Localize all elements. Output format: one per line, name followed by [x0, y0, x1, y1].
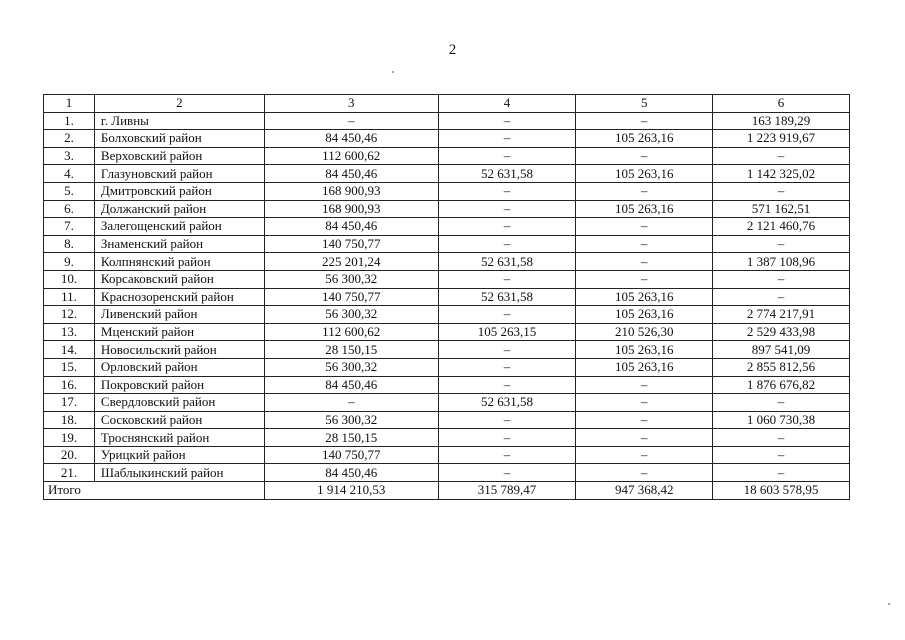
value-cell: –	[713, 464, 850, 482]
table-body	[44, 95, 850, 500]
value-cell: –	[438, 182, 576, 200]
district-name-cell: Шаблыкинский район	[94, 464, 264, 482]
header-cell: 4	[438, 95, 576, 113]
table-row	[44, 165, 850, 183]
table-row	[44, 253, 850, 271]
row-number-cell: 3.	[44, 147, 95, 165]
value-cell: 56 300,32	[264, 358, 438, 376]
row-number-cell: 20.	[44, 446, 95, 464]
value-cell: –	[438, 376, 576, 394]
page-number: 2	[448, 42, 457, 58]
row-number-cell: 13.	[44, 323, 95, 341]
row-number-cell: 19.	[44, 429, 95, 447]
district-name-cell: Верховский район	[94, 147, 264, 165]
table-row	[44, 429, 850, 447]
value-cell: –	[713, 288, 850, 306]
value-cell: 1 060 730,38	[713, 411, 850, 429]
value-cell: –	[576, 411, 713, 429]
value-cell: 140 750,77	[264, 288, 438, 306]
row-number-cell: 8.	[44, 235, 95, 253]
value-cell: –	[576, 376, 713, 394]
header-cell: 6	[713, 95, 850, 113]
value-cell: 168 900,93	[264, 182, 438, 200]
value-cell: –	[576, 182, 713, 200]
value-cell: –	[576, 446, 713, 464]
table-row	[44, 147, 850, 165]
value-cell: 56 300,32	[264, 270, 438, 288]
row-number-cell: 16.	[44, 376, 95, 394]
value-cell: 28 150,15	[264, 341, 438, 359]
value-cell: –	[576, 270, 713, 288]
value-cell: –	[576, 235, 713, 253]
value-cell: 52 631,58	[438, 288, 576, 306]
value-cell: –	[438, 446, 576, 464]
total-label: Итого	[44, 482, 265, 500]
value-cell: 105 263,16	[576, 358, 713, 376]
value-cell: –	[438, 235, 576, 253]
value-cell: 225 201,24	[264, 253, 438, 271]
district-name-cell: Урицкий район	[94, 446, 264, 464]
table-row	[44, 411, 850, 429]
value-cell: –	[713, 182, 850, 200]
row-number-cell: 11.	[44, 288, 95, 306]
value-cell: 52 631,58	[438, 253, 576, 271]
row-number-cell: 21.	[44, 464, 95, 482]
value-cell: –	[576, 253, 713, 271]
row-number-cell: 14.	[44, 341, 95, 359]
district-name-cell: Мценский район	[94, 323, 264, 341]
value-cell: 163 189,29	[713, 112, 850, 130]
row-number-cell: 15.	[44, 358, 95, 376]
district-name-cell: Свердловский район	[94, 394, 264, 412]
row-number-cell: 10.	[44, 270, 95, 288]
district-name-cell: Ливенский район	[94, 306, 264, 324]
district-name-cell: Корсаковский район	[94, 270, 264, 288]
value-cell: –	[576, 112, 713, 130]
value-cell: 2 121 460,76	[713, 218, 850, 236]
value-cell: –	[264, 112, 438, 130]
table-row	[44, 218, 850, 236]
value-cell: –	[713, 270, 850, 288]
value-cell: 84 450,46	[264, 376, 438, 394]
value-cell: 52 631,58	[438, 394, 576, 412]
value-cell: 210 526,30	[576, 323, 713, 341]
header-cell: 2	[94, 95, 264, 113]
value-cell: –	[438, 429, 576, 447]
row-number-cell: 18.	[44, 411, 95, 429]
total-value-cell: 18 603 578,95	[713, 482, 850, 500]
total-value-cell: 947 368,42	[576, 482, 713, 500]
row-number-cell: 6.	[44, 200, 95, 218]
table-row	[44, 394, 850, 412]
table-row	[44, 341, 850, 359]
value-cell: 571 162,51	[713, 200, 850, 218]
value-cell: 84 450,46	[264, 464, 438, 482]
value-cell: 168 900,93	[264, 200, 438, 218]
row-number-cell: 9.	[44, 253, 95, 271]
value-cell: 105 263,15	[438, 323, 576, 341]
value-cell: –	[438, 147, 576, 165]
table-row	[44, 182, 850, 200]
value-cell: –	[713, 394, 850, 412]
value-cell: 2 529 433,98	[713, 323, 850, 341]
value-cell: –	[438, 341, 576, 359]
value-cell: 56 300,32	[264, 306, 438, 324]
district-name-cell: Болховский район	[94, 130, 264, 148]
district-name-cell: Сосковский район	[94, 411, 264, 429]
row-number-cell: 1.	[44, 112, 95, 130]
value-cell: –	[438, 130, 576, 148]
value-cell: 28 150,15	[264, 429, 438, 447]
value-cell: 84 450,46	[264, 218, 438, 236]
value-cell: 105 263,16	[576, 306, 713, 324]
value-cell: –	[264, 394, 438, 412]
district-name-cell: Троснянский район	[94, 429, 264, 447]
district-name-cell: Залегощенский район	[94, 218, 264, 236]
table-row	[44, 130, 850, 148]
district-name-cell: Знаменский район	[94, 235, 264, 253]
row-number-cell: 12.	[44, 306, 95, 324]
table-row	[44, 306, 850, 324]
value-cell: 105 263,16	[576, 288, 713, 306]
district-name-cell: Орловский район	[94, 358, 264, 376]
value-cell: 2 855 812,56	[713, 358, 850, 376]
total-value-cell: 315 789,47	[438, 482, 576, 500]
value-cell: –	[438, 112, 576, 130]
value-cell: 1 876 676,82	[713, 376, 850, 394]
header-cell: 3	[264, 95, 438, 113]
value-cell: –	[713, 429, 850, 447]
value-cell: 84 450,46	[264, 130, 438, 148]
value-cell: –	[576, 394, 713, 412]
row-number-cell: 5.	[44, 182, 95, 200]
value-cell: –	[438, 358, 576, 376]
value-cell: –	[576, 147, 713, 165]
table-row	[44, 235, 850, 253]
table-row	[44, 270, 850, 288]
table-row	[44, 358, 850, 376]
value-cell: 112 600,62	[264, 147, 438, 165]
value-cell: 112 600,62	[264, 323, 438, 341]
value-cell: 1 223 919,67	[713, 130, 850, 148]
value-cell: 897 541,09	[713, 341, 850, 359]
district-name-cell: Краснозоренский район	[94, 288, 264, 306]
district-name-cell: Дмитровский район	[94, 182, 264, 200]
value-cell: 140 750,77	[264, 446, 438, 464]
total-row	[44, 482, 850, 500]
table-row	[44, 200, 850, 218]
value-cell: –	[438, 218, 576, 236]
table-row	[44, 376, 850, 394]
value-cell: –	[438, 464, 576, 482]
district-name-cell: Колпнянский район	[94, 253, 264, 271]
value-cell: –	[713, 446, 850, 464]
value-cell: –	[576, 218, 713, 236]
value-cell: –	[576, 429, 713, 447]
table-row	[44, 464, 850, 482]
value-cell: 105 263,16	[576, 200, 713, 218]
value-cell: –	[713, 235, 850, 253]
value-cell: 1 142 325,02	[713, 165, 850, 183]
row-number-cell: 4.	[44, 165, 95, 183]
data-table	[43, 94, 850, 500]
row-number-cell: 17.	[44, 394, 95, 412]
value-cell: 1 387 108,96	[713, 253, 850, 271]
value-cell: 105 263,16	[576, 341, 713, 359]
header-cell: 1	[44, 95, 95, 113]
row-number-cell: 2.	[44, 130, 95, 148]
value-cell: –	[438, 306, 576, 324]
table-row	[44, 112, 850, 130]
header-cell: 5	[576, 95, 713, 113]
value-cell: 56 300,32	[264, 411, 438, 429]
district-name-cell: Покровский район	[94, 376, 264, 394]
total-value-cell: 1 914 210,53	[264, 482, 438, 500]
table-row	[44, 446, 850, 464]
row-number-cell: 7.	[44, 218, 95, 236]
value-cell: –	[438, 270, 576, 288]
value-cell: 140 750,77	[264, 235, 438, 253]
value-cell: –	[438, 411, 576, 429]
value-cell: 84 450,46	[264, 165, 438, 183]
value-cell: –	[438, 200, 576, 218]
table-header-row	[44, 95, 850, 113]
value-cell: 105 263,16	[576, 165, 713, 183]
district-name-cell: Глазуновский район	[94, 165, 264, 183]
table-row	[44, 288, 850, 306]
value-cell: 52 631,58	[438, 165, 576, 183]
district-name-cell: г. Ливны	[94, 112, 264, 130]
value-cell: –	[713, 147, 850, 165]
district-name-cell: Новосильский район	[94, 341, 264, 359]
value-cell: 2 774 217,91	[713, 306, 850, 324]
district-name-cell: Должанский район	[94, 200, 264, 218]
table-row	[44, 323, 850, 341]
value-cell: –	[576, 464, 713, 482]
value-cell: 105 263,16	[576, 130, 713, 148]
